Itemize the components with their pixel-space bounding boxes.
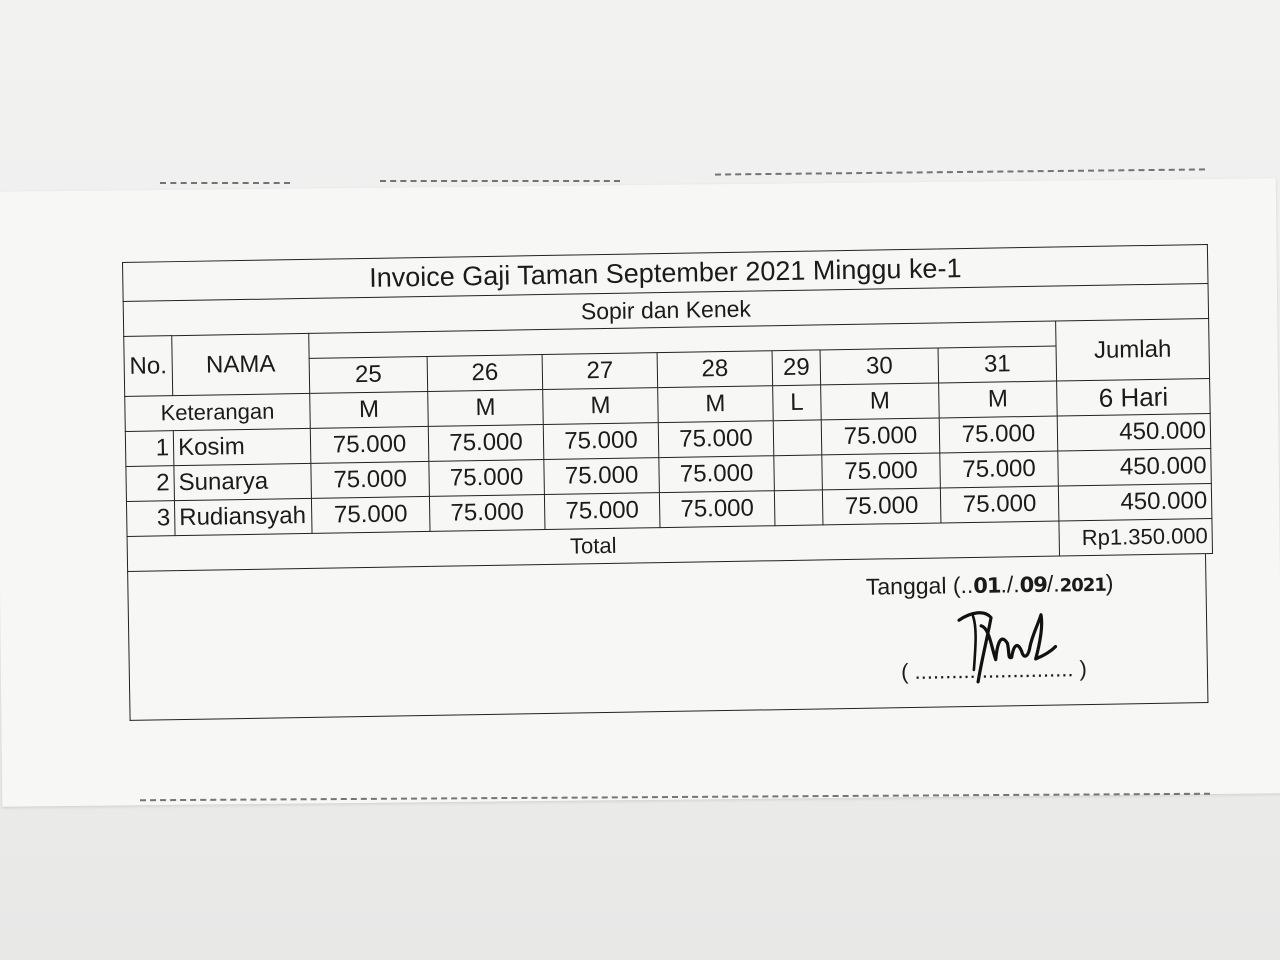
row-value: 75.000 bbox=[310, 426, 429, 463]
row-value: 75.000 bbox=[311, 461, 430, 498]
header-nama: NAMA bbox=[172, 333, 310, 395]
status-30: M bbox=[821, 383, 940, 420]
status-28: M bbox=[658, 386, 774, 423]
row-nama: Sunarya bbox=[174, 463, 312, 500]
status-27: M bbox=[543, 388, 659, 425]
tanggal-year: 2021 bbox=[1059, 574, 1106, 597]
tanggal-separator: /. bbox=[1046, 570, 1060, 597]
header-no: No. bbox=[124, 336, 173, 397]
tanggal-dots: .. bbox=[960, 571, 974, 599]
day-25: 25 bbox=[309, 356, 428, 393]
invoice-document bbox=[122, 244, 1223, 732]
cut-line-top-left bbox=[160, 182, 290, 184]
tanggal-label: Tanggal ( bbox=[865, 572, 961, 600]
row-value: 75.000 bbox=[429, 495, 545, 532]
signature-area bbox=[127, 554, 1208, 721]
day-27: 27 bbox=[542, 353, 658, 390]
header-jumlah: Jumlah bbox=[1056, 318, 1210, 381]
row-value: 75.000 bbox=[428, 425, 544, 462]
row-value: 75.000 bbox=[544, 458, 660, 495]
row-value: 75.000 bbox=[658, 421, 774, 458]
day-31: 31 bbox=[938, 346, 1057, 383]
row-value: 75.000 bbox=[822, 453, 941, 490]
row-value: 75.000 bbox=[940, 451, 1059, 488]
status-26: M bbox=[428, 390, 544, 427]
row-nama: Rudiansyah bbox=[174, 498, 312, 535]
status-29: L bbox=[773, 385, 822, 421]
row-value: 75.000 bbox=[429, 460, 545, 497]
status-31: M bbox=[939, 381, 1058, 418]
row-value: 75.000 bbox=[544, 493, 660, 530]
row-jumlah: 450.000 bbox=[1057, 413, 1211, 451]
tanggal-separator: ./. bbox=[1000, 571, 1020, 598]
row-value: 75.000 bbox=[940, 486, 1059, 523]
total-days: 6 Hari bbox=[1057, 378, 1211, 416]
invoice-subtitle: Sopir dan Kenek bbox=[123, 283, 1209, 336]
row-nama: Kosim bbox=[173, 428, 311, 465]
invoice-title: Invoice Gaji Taman September 2021 Minggu ke-1 bbox=[123, 245, 1209, 302]
tanggal-month: 09 bbox=[1019, 572, 1048, 598]
row-value: 75.000 bbox=[311, 496, 430, 533]
row-no: 2 bbox=[126, 466, 175, 502]
status-25: M bbox=[310, 391, 429, 428]
signature-line: ( .......................... ) bbox=[900, 656, 1088, 685]
row-jumlah: 450.000 bbox=[1058, 448, 1212, 486]
row-value: 75.000 bbox=[822, 488, 941, 525]
row-value: 75.000 bbox=[821, 418, 940, 455]
row-value bbox=[774, 455, 823, 491]
header-keterangan: Keterangan bbox=[125, 393, 311, 431]
row-value: 75.000 bbox=[939, 416, 1058, 453]
invoice-table bbox=[122, 244, 1213, 572]
tanggal-close: ) bbox=[1105, 569, 1114, 596]
total-value: Rp1.350.000 bbox=[1059, 518, 1213, 556]
row-value: 75.000 bbox=[659, 456, 775, 493]
day-29: 29 bbox=[772, 350, 821, 386]
tanggal-day: 01 bbox=[973, 573, 1001, 598]
total-label: Total bbox=[127, 521, 1059, 571]
row-no: 3 bbox=[126, 501, 175, 537]
day-30: 30 bbox=[820, 348, 939, 385]
row-value: 75.000 bbox=[543, 423, 659, 460]
row-no: 1 bbox=[125, 431, 174, 467]
row-value: 75.000 bbox=[659, 491, 775, 528]
row-value bbox=[774, 490, 823, 526]
day-28: 28 bbox=[657, 351, 773, 388]
row-jumlah: 450.000 bbox=[1058, 483, 1212, 521]
cut-line-top-mid bbox=[380, 180, 620, 182]
row-value bbox=[773, 420, 822, 456]
tanggal bbox=[866, 570, 1114, 601]
day-26: 26 bbox=[427, 355, 543, 392]
